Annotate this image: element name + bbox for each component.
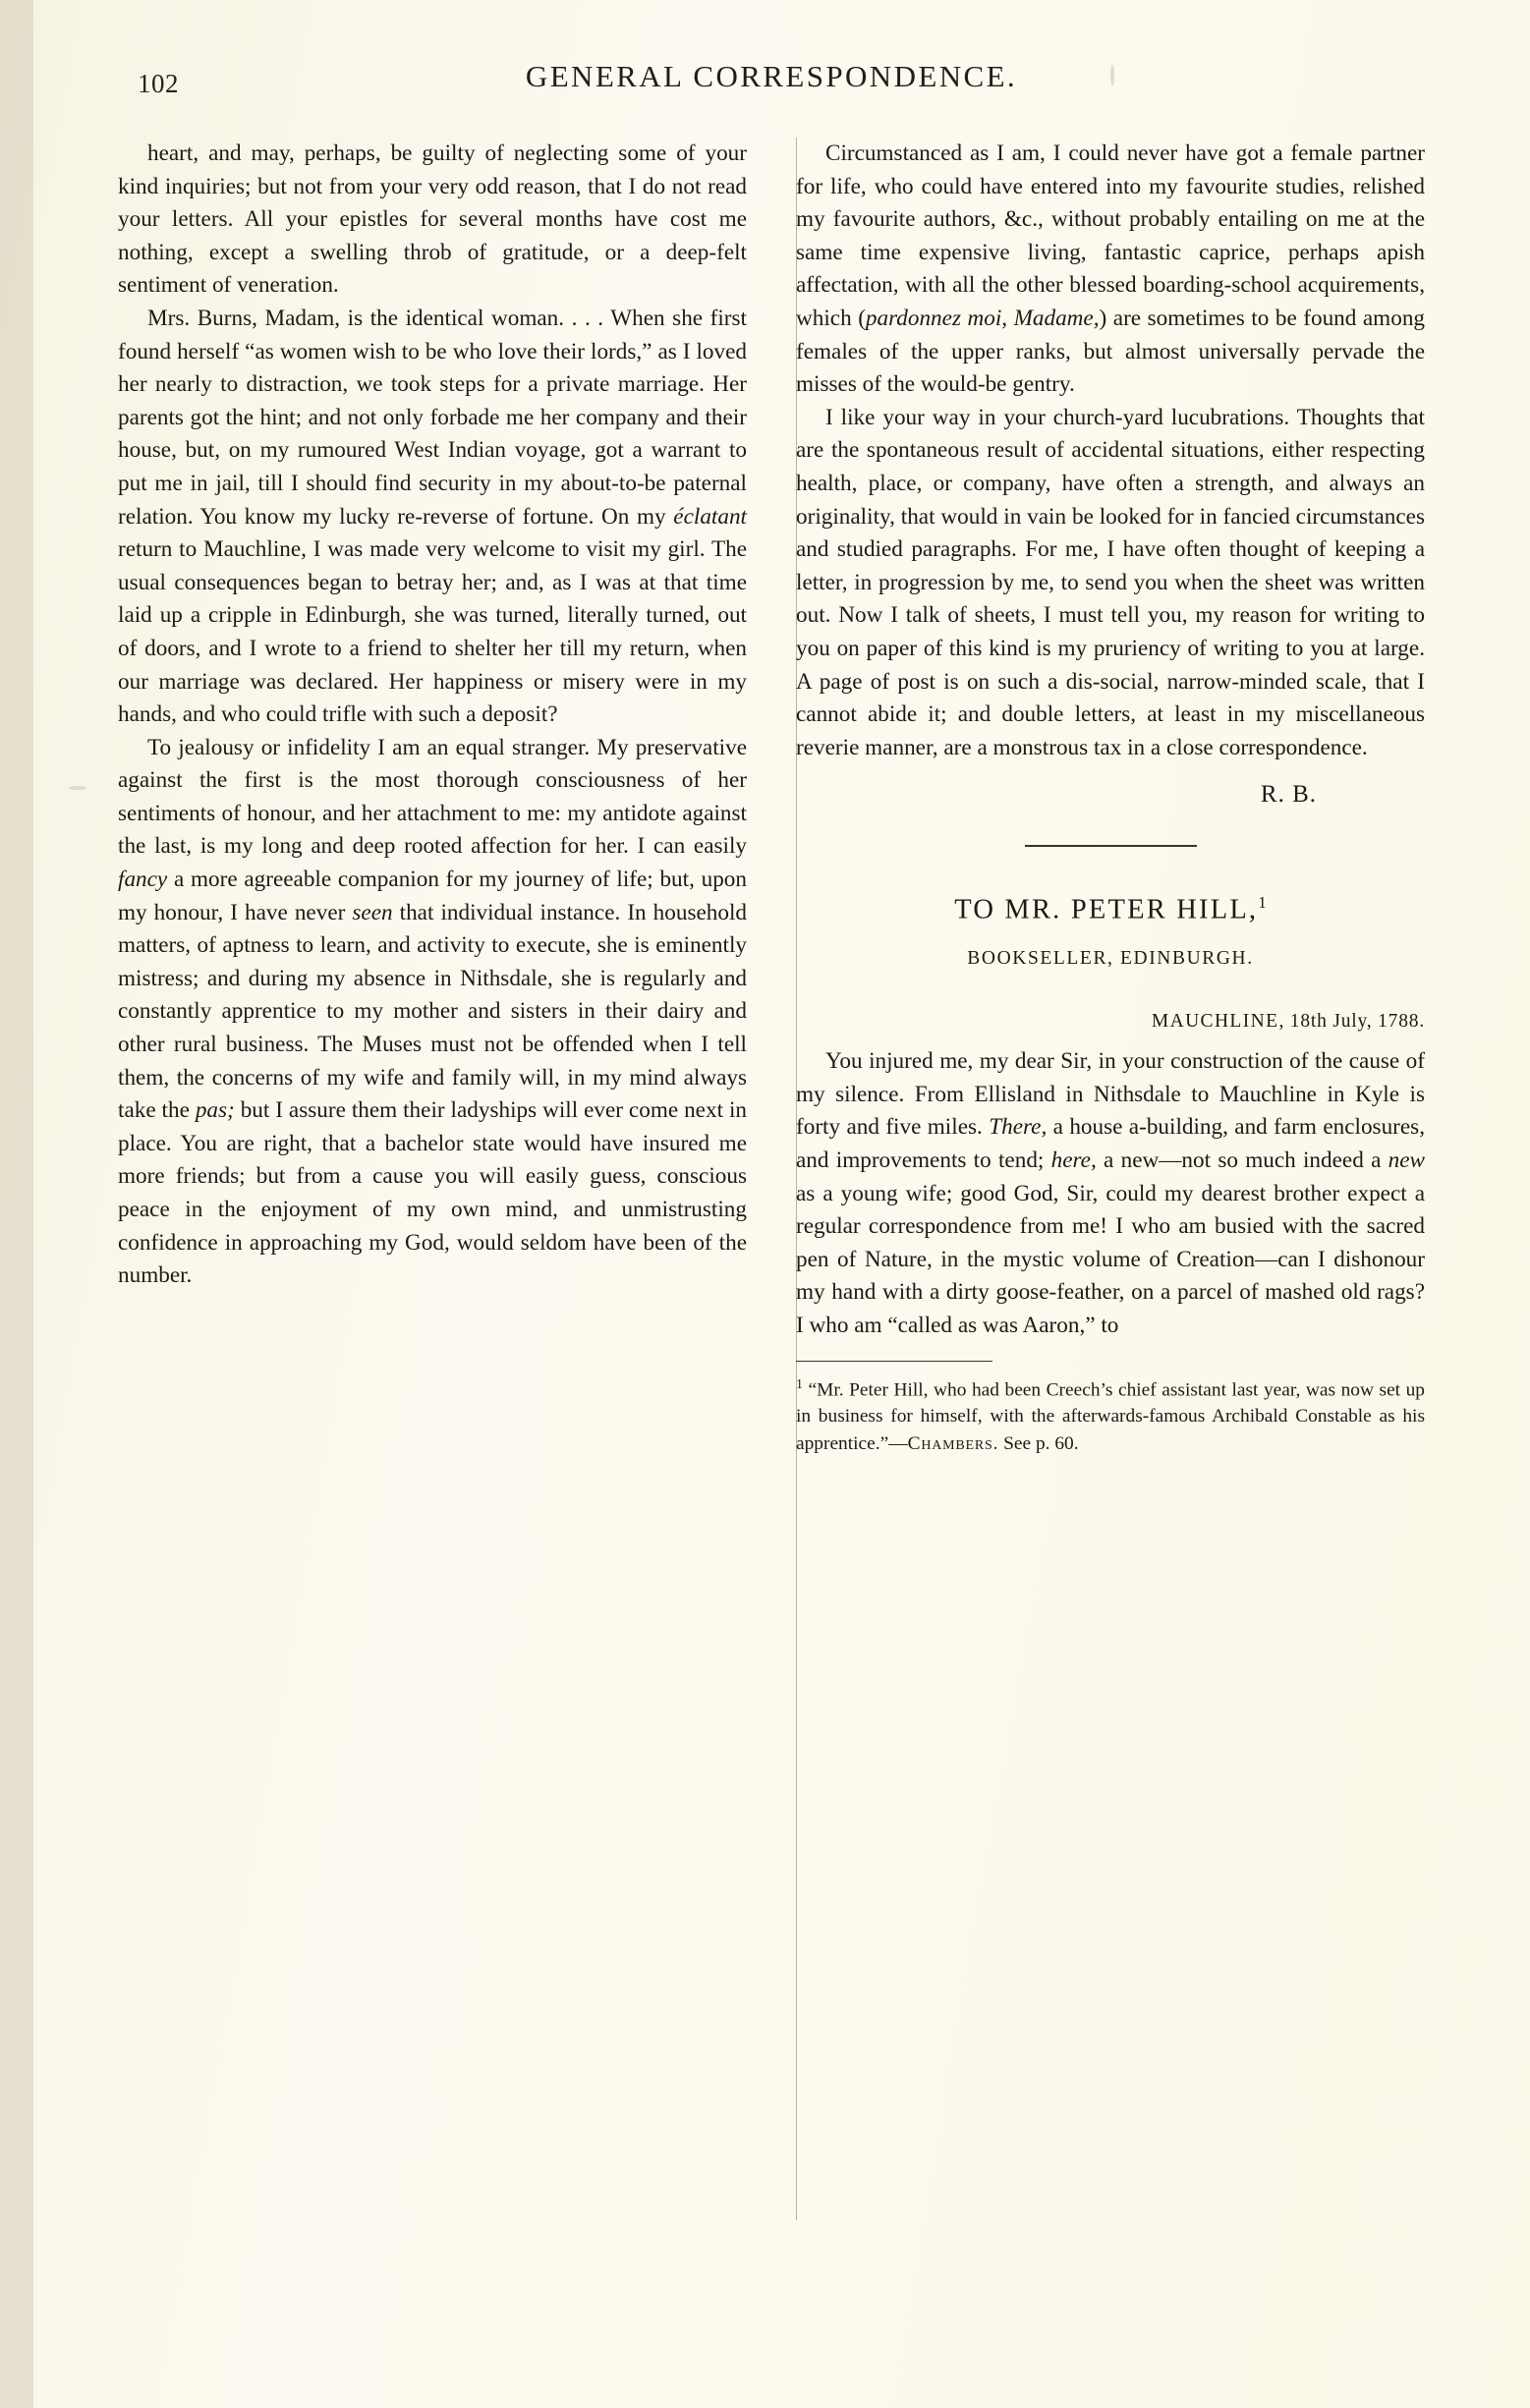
- page-edge-shadow: [0, 0, 33, 2408]
- paragraph-text-cont: a house a-building, and farm enclosures, and improvements to tend;: [796, 1114, 1425, 1173]
- page-speck: [1110, 65, 1114, 86]
- italic-phrase: There,: [989, 1114, 1048, 1141]
- paragraph-text-cont: a new—not so much indeed a: [1096, 1147, 1388, 1173]
- page-header: [118, 59, 1425, 118]
- page-speck: [69, 786, 86, 790]
- section-divider: [1025, 845, 1197, 847]
- italic-phrase: here,: [1050, 1147, 1097, 1173]
- letter-title-text: TO MR. PETER HILL,: [954, 894, 1259, 925]
- italic-phrase: éclatant: [673, 503, 747, 530]
- letter-date: , 18th July, 1788.: [1278, 1010, 1425, 1032]
- paragraph: [796, 402, 1425, 765]
- letter-signature: R. B.: [1260, 781, 1317, 809]
- paragraph-text: Mrs. Burns, Madam, is the identical woman. . . . When she first found herself “as women wish to be who love their lords,” as I loved her nearly to distraction, we took steps for a private marriage. Her parents got the hint; and not only forbade me her company and their house, but, on my rumoured West Indian voyage, got a warrant to put me in jail, till I should find security in my about-to-be paternal relation. You know my lucky re-reverse of fortune. On my: [118, 305, 747, 530]
- paragraph-text: Circumstanced as I am, I could never have got a female partner for life, who could have entered into my favourite studies, relished my favourite authors, &c., without probably entailing on me at the same time expensive living, fantastic caprice, perhaps apish affectation, with all the other blessed boarding-school acquirements, which (: [796, 140, 1425, 331]
- italic-phrase: fancy: [118, 867, 168, 893]
- footnote-marker: 1: [796, 1376, 803, 1392]
- italic-phrase: seen: [352, 899, 393, 925]
- letter-place-name: MAUCHLINE: [1151, 1010, 1279, 1032]
- paragraph-text: heart, and may, perhaps, be guilty of neglecting some of your kind inquiries; but not from your very odd reason, that I do not read your letters. All your epistles for several months have cost me nothing, except a swelling throb of gratitude, or a deep-felt sentiment of veneration.: [118, 140, 747, 299]
- paragraph-text-cont: a more agreeable companion for my journey of life; but, upon my honour, I have never: [118, 867, 747, 925]
- paragraph-text: To jealousy or infidelity I am an equal stranger. My preservative against the first is the most thorough consciousness of her sentiments of honour, and her attachment to me: my antidote against the last, is my long and deep rooted affection for her. I can easily: [118, 734, 747, 860]
- paragraph-text: You injured me, my dear Sir, in your construction of the cause of my silence. From Ellisland in Nithsdale to Mauchline in Kyle is forty and five miles.: [796, 1048, 1425, 1141]
- paragraph-text-cont: but I assure them their ladyships will ever come next in place. You are right, that a bachelor state would have insured me more friends; but from a cause you will easily guess, conscious peace in the enjoyment of my own mind, and unmistrusting confidence in approaching my God, would seldom have been of the number.: [118, 1097, 747, 1289]
- paragraph: [118, 303, 747, 732]
- paragraph-text-cont: as a young wife; good God, Sir, could my dearest brother expect a regular correspondence from me! I who am busied with the sacred pen of Nature, in the mystic volume of Creation—can I dishonour my hand with a dirty goose-feather, on a parcel of mashed old rags? I who am “called as was Aaron,” to: [796, 1180, 1425, 1338]
- right-column: [796, 138, 1425, 1457]
- paragraph-text-cont: ) are sometimes to be found among females of the upper ranks, but almost universally pervade the misses of the would-be gentry.: [796, 305, 1426, 398]
- footnote-rule: [796, 1361, 992, 1362]
- letter-title: [796, 886, 1425, 926]
- paragraph: [796, 138, 1425, 402]
- footnote-source: Chambers.: [907, 1432, 999, 1454]
- paragraph: [118, 732, 747, 1293]
- running-head: GENERAL CORRESPONDENCE.: [525, 59, 1018, 93]
- letter-subtitle: BOOKSELLER, EDINBURGH.: [967, 947, 1254, 969]
- footnote-marker: 1: [1258, 892, 1267, 912]
- letter-dateline: [796, 1005, 1425, 1038]
- page-number: 102: [138, 69, 179, 98]
- left-column: [118, 138, 747, 1293]
- letter-body: [796, 1045, 1425, 1342]
- italic-phrase: pas;: [195, 1097, 235, 1124]
- paragraph: [118, 138, 747, 303]
- paragraph-text-cont: return to Mauchline, I was made very welcome to visit my girl. The usual consequences began to betray her; and, as I was at that time laid up a cripple in Edinburgh, she was turned, literally turned, out of doors, and I wrote to a friend to shelter her till my return, when our marriage was declared. Her happiness or misery were in my hands, and who could trifle with such a deposit?: [118, 536, 747, 728]
- italic-phrase: new: [1388, 1147, 1425, 1173]
- italic-phrase: pardonnez moi, Madame,: [865, 305, 1100, 331]
- text-columns: [118, 138, 1425, 2289]
- footnote-text: “Mr. Peter Hill, who had been Creech’s chief assistant last year, was now set up in business for himself, with the afterwards-famous Archibald Constable as his apprentice.”—: [796, 1378, 1425, 1454]
- paragraph-text: I like your way in your church-yard lucubrations. Thoughts that are the spontaneous result of accidental situations, either respecting health, place, or company, have often a strength, and always an originality, that would in vain be looked for in fancied circumstances and studied paragraphs. For me, I have often thought of keeping a letter, in progression by me, to send you when the sheet was written out. Now I talk of sheets, I must tell you, my reason for writing to you on paper of this kind is my pruriency of writing to you at large. A page of post is on such a dis-social, narrow-minded scale, that I cannot abide it; and double letters, at least in my miscellaneous reverie manner, are a monstrous tax in a close correspondence.: [796, 404, 1425, 760]
- footnote-text-cont: See p. 60.: [998, 1432, 1079, 1454]
- paragraph-text-cont: that individual instance. In household matters, of aptness to learn, and activity to execute, she is eminently mistress; and during my absence in Nithsdale, she is regularly and constantly apprentice to my mother and sisters in their dairy and other rural business. The Muses must not be offended when I tell them, the concerns of my wife and family will, in my mind always take the: [118, 899, 747, 1124]
- footnote: [796, 1372, 1425, 1458]
